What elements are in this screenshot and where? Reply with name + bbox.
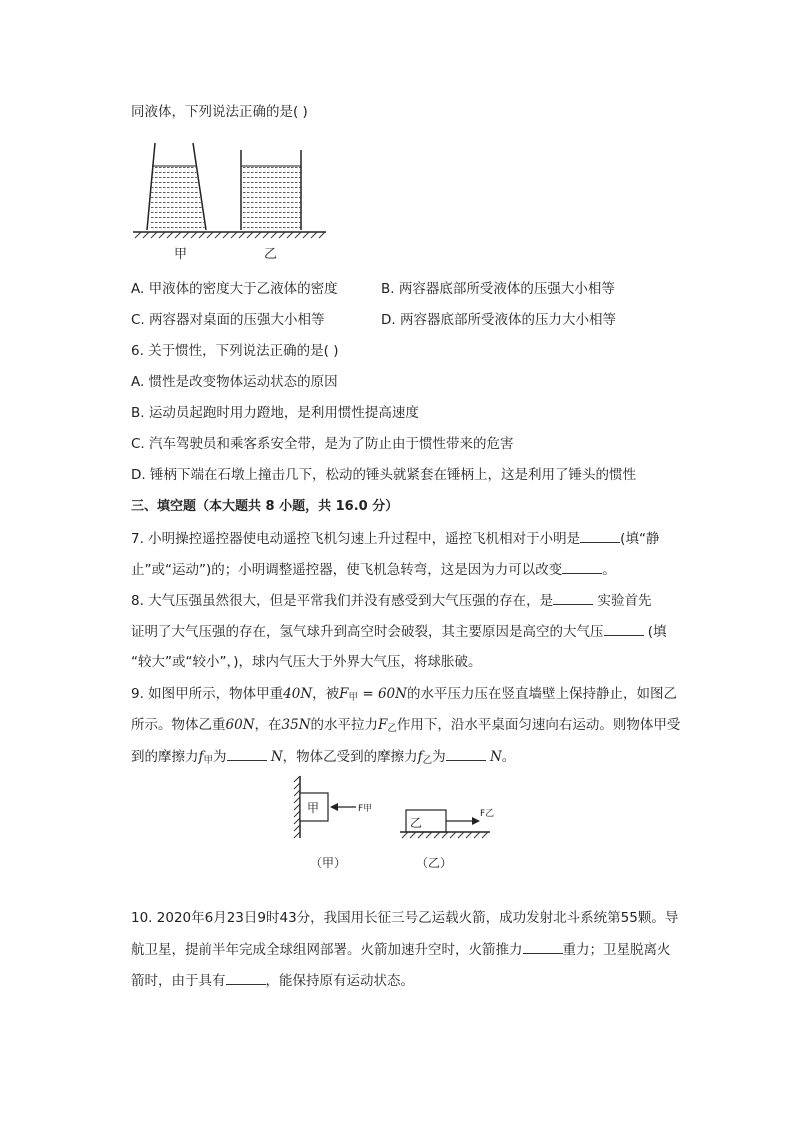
q6-stem: 6. 关于惯性，下列说法正确的是( ) xyxy=(131,343,339,359)
container-jia xyxy=(147,143,206,230)
wall xyxy=(294,776,300,838)
q5-stem: 同液体，下列说法正确的是( ) xyxy=(131,104,308,120)
container-yi xyxy=(241,150,301,230)
caption-yi: （乙） xyxy=(416,856,453,870)
section-heading: 三、填空题（本大题共 8 小题，共 16.0 分） xyxy=(131,499,399,514)
q5-option-b: B. 两容器底部所受液体的压强大小相等 xyxy=(381,281,615,297)
q5-option-d: D. 两容器底部所受液体的压力大小相等 xyxy=(381,312,616,328)
q9-blank-1 xyxy=(227,746,267,761)
caption-jia: （甲） xyxy=(310,856,347,870)
q6-option-c: C. 汽车驾驶员和乘客系安全带，是为了防止由于惯性带来的危害 xyxy=(131,436,514,452)
q10-line3: 箭时，由于具有 ，能保持原有运动状态。 xyxy=(131,970,414,991)
q6-option-d: D. 锤柄下端在石墩上撞击几下，松动的锤头就紧套在锤柄上，这是利用了锤头的惯性 xyxy=(131,467,636,483)
label-yi: 乙 xyxy=(264,247,278,262)
label-jia: 甲 xyxy=(174,247,188,262)
q10-blank-1 xyxy=(523,939,563,954)
force-yi-label: F乙 xyxy=(480,809,495,819)
q8-line2: 证明了大气压强的存在，氢气球升到高空时会破裂，其主要原因是高空的大气压 (填 xyxy=(131,621,667,642)
q8-line1: 8. 大气压强虽然很大，但是平常我们并没有感受到大气压强的存在，是 实验首先 xyxy=(131,590,651,611)
q9-line1: 9. 如图甲所示，物体甲重40N，被$F_甲 = 60N$的水平压力压在竖直墙壁上保持静止，如图乙 xyxy=(131,686,677,703)
q9-line2: 所示。物体乙重60N，在35N的水平拉力$F_乙$作用下，沿水平桌面匀速向右运动。则物体甲受 xyxy=(131,717,681,734)
containers-figure xyxy=(131,140,331,268)
block-jia-label: 甲 xyxy=(307,801,320,815)
table-surface xyxy=(400,832,490,838)
q8-blank-2 xyxy=(604,621,644,636)
q7-blank-2 xyxy=(562,559,602,574)
force-yi-arrow xyxy=(446,817,480,825)
q10-blank-2 xyxy=(226,970,266,985)
q10-line2: 航卫星，提前半年完成全球组网部署。火箭加速升空时，火箭推力 重力；卫星脱离火 xyxy=(131,939,671,960)
q7-line1: 7. 小明操控遥控器使电动遥控飞机匀速上升过程中，遥控飞机相对于小明是 (填“静 xyxy=(131,528,659,549)
q9-blank-2 xyxy=(446,746,486,761)
force-jia-arrow xyxy=(330,803,356,811)
q7-line2: 止”或“运动”)的；小明调整遥控器，使飞机急转弯，这是因为力可以改变 。 xyxy=(131,559,616,580)
q5-option-c: C. 两容器对桌面的压强大小相等 xyxy=(131,312,325,328)
q5-option-a: A. 甲液体的密度大于乙液体的密度 xyxy=(131,281,338,297)
force-figure xyxy=(290,772,500,874)
q8-blank-1 xyxy=(553,590,593,605)
q7-blank-1 xyxy=(580,528,620,543)
force-jia-label: F甲 xyxy=(358,804,373,814)
q6-option-b: B. 运动员起跑时用力蹬地，是利用惯性提高速度 xyxy=(131,405,419,421)
ground xyxy=(133,232,326,238)
q8-line3: “较大”或“较小”，)，球内气压大于外界大气压，将球胀破。 xyxy=(131,654,482,670)
q10-line1: 10. 2020年6月23日9时43分，我国用长征三号乙运载火箭，成功发射北斗系统第55颗。导 xyxy=(131,910,679,926)
q9-line3: 到的摩擦力$f_甲$为 N，物体乙受到的摩擦力$f_乙$为 N。 xyxy=(131,746,515,771)
q6-option-a: A. 惯性是改变物体运动状态的原因 xyxy=(131,374,338,390)
block-yi-label: 乙 xyxy=(410,816,423,830)
